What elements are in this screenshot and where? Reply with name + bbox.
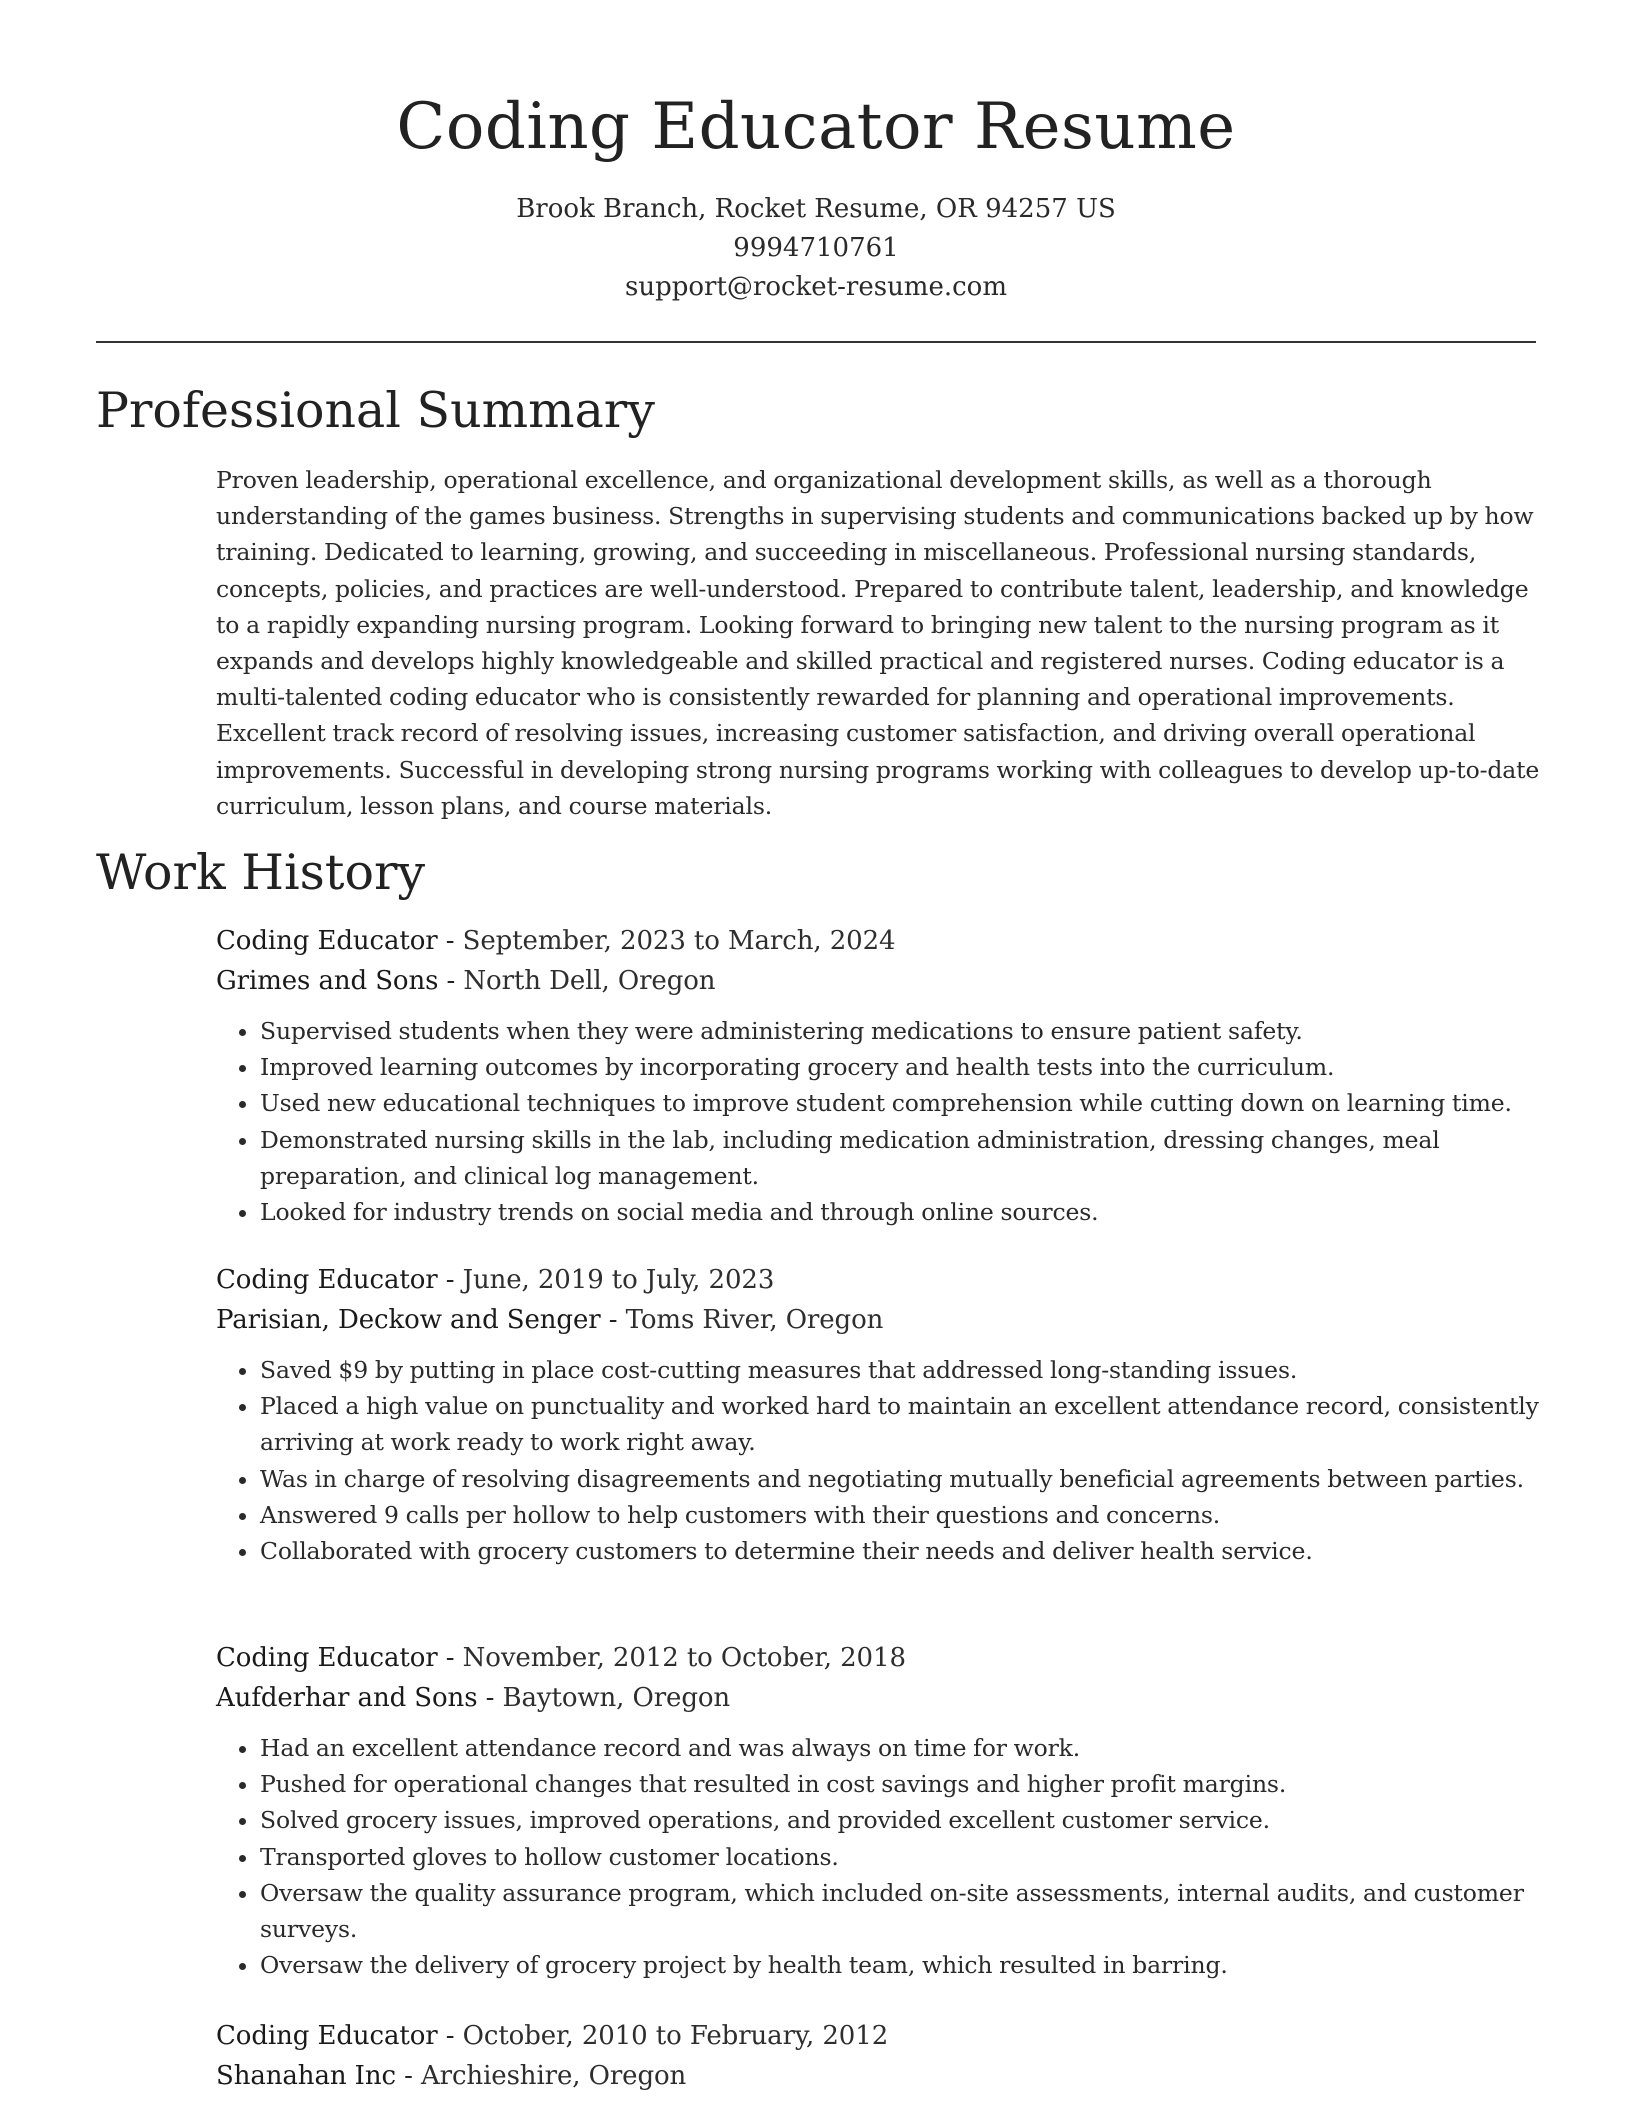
job-bullet: • Answered 9 calls per hollow to help customers with their questions and concerns. [260, 1497, 1546, 1533]
job-dates: October, 2010 to February, 2012 [462, 2021, 889, 2051]
separator: - [437, 2021, 463, 2051]
job-company: Parisian, Deckow and Senger [216, 1305, 601, 1335]
separator: - [477, 1683, 503, 1713]
job-bullet: • Improved learning outcomes by incorporating grocery and health tests into the curriculum. [260, 1049, 1546, 1085]
resume-title: Coding Educator Resume [396, 90, 1236, 164]
contact-address: Brook Branch, Rocket Resume, OR 94257 US [516, 194, 1116, 224]
section-heading-work-history: Work History [96, 844, 426, 901]
job-bullet: • Transported gloves to hollow customer locations. [260, 1839, 1546, 1875]
contact-phone: 9994710761 [733, 233, 899, 263]
job-bullet: • Placed a high value on punctuality and worked hard to maintain an excellent attendance record, consistently arriving at work ready to work right away. [260, 1388, 1546, 1460]
job-bullet: • Looked for industry trends on social media and through online sources. [260, 1194, 1546, 1230]
job-bullets [216, 1013, 1546, 1230]
separator: - [437, 1643, 463, 1673]
job-entry [216, 2016, 1546, 2096]
separator: - [600, 1305, 626, 1335]
job-location: North Dell, Oregon [463, 966, 716, 996]
job-bullet: • Solved grocery issues, improved operations, and provided excellent customer service. [260, 1802, 1546, 1838]
job-entry [216, 921, 1546, 1230]
job-bullet: • Had an excellent attendance record and was always on time for work. [260, 1730, 1546, 1766]
job-bullet: • Pushed for operational changes that resulted in cost savings and higher profit margins. [260, 1766, 1546, 1802]
job-location: Toms River, Oregon [625, 1305, 884, 1335]
job-title: Coding Educator [216, 1643, 438, 1673]
job-title: Coding Educator [216, 1265, 438, 1295]
job-bullet: • Was in charge of resolving disagreements and negotiating mutually beneficial agreements between parties. [260, 1461, 1546, 1497]
job-title: Coding Educator [216, 926, 438, 956]
job-company-line [216, 2056, 1546, 2096]
job-bullet: • Supervised students when they were administering medications to ensure patient safety. [260, 1013, 1546, 1049]
job-dates: September, 2023 to March, 2024 [462, 926, 896, 956]
job-company: Aufderhar and Sons [216, 1683, 478, 1713]
job-entry [216, 1638, 1546, 1983]
separator: - [437, 1265, 463, 1295]
job-bullets [216, 1352, 1546, 1569]
job-bullet: • Used new educational techniques to improve student comprehension while cutting down on learning time. [260, 1085, 1546, 1121]
contact-block [0, 190, 1632, 307]
job-company: Shanahan Inc [216, 2061, 396, 2091]
job-bullets [216, 1730, 1546, 1983]
separator: - [395, 2061, 421, 2091]
job-title-line [216, 1260, 1546, 1300]
job-bullet: • Saved $9 by putting in place cost-cutting measures that addressed long-standing issues. [260, 1352, 1546, 1388]
job-bullet: • Oversaw the delivery of grocery project by health team, which resulted in barring. [260, 1947, 1546, 1983]
job-bullet: • Collaborated with grocery customers to determine their needs and deliver health service. [260, 1533, 1546, 1569]
job-bullet: • Demonstrated nursing skills in the lab, including medication administration, dressing changes, meal preparation, and clinical log management. [260, 1122, 1546, 1194]
job-entry [216, 1260, 1546, 1569]
separator: - [438, 966, 464, 996]
job-location: Baytown, Oregon [502, 1683, 731, 1713]
summary-text: Proven leadership, operational excellence, and organizational development skills, as well as a thorough understanding of the games business. Strengths in supervising students and communications backed up by how training. Dedicated to learning, growing, and succeeding in miscellaneous. Professional nursing standards, concepts, policies, and practices are well-understood. Prepared to contribute talent, leadership, and knowledge to a rapidly expanding nursing program. Looking forward to bringing new talent to the nursing program as it expands and develops highly knowledgeable and skilled practical and registered nurses. Coding educator is a multi-talented coding educator who is consistently rewarded for planning and operational improvements. Excellent track record of resolving issues, increasing customer satisfaction, and driving overall operational improvements. Successful in developing strong nursing programs working with colleagues to develop up-to-date curriculum, lesson plans, and course materials. [216, 466, 1540, 820]
separator: - [437, 926, 463, 956]
contact-email: support@rocket-resume.com [624, 272, 1007, 302]
job-title-line [216, 2016, 1546, 2056]
job-company-line [216, 1300, 1546, 1340]
section-heading-summary: Professional Summary [96, 382, 655, 439]
job-location: Archieshire, Oregon [420, 2061, 687, 2091]
job-bullet: • Oversaw the quality assurance program, which included on-site assessments, internal audits, and customer surveys. [260, 1875, 1546, 1947]
job-title-line [216, 921, 1546, 961]
job-company-line [216, 961, 1546, 1001]
header-divider [96, 341, 1536, 343]
job-company-line [216, 1678, 1546, 1718]
job-dates: November, 2012 to October, 2018 [462, 1643, 906, 1673]
job-company: Grimes and Sons [216, 966, 439, 996]
job-title-line [216, 1638, 1546, 1678]
job-dates: June, 2019 to July, 2023 [462, 1265, 775, 1295]
job-title: Coding Educator [216, 2021, 438, 2051]
